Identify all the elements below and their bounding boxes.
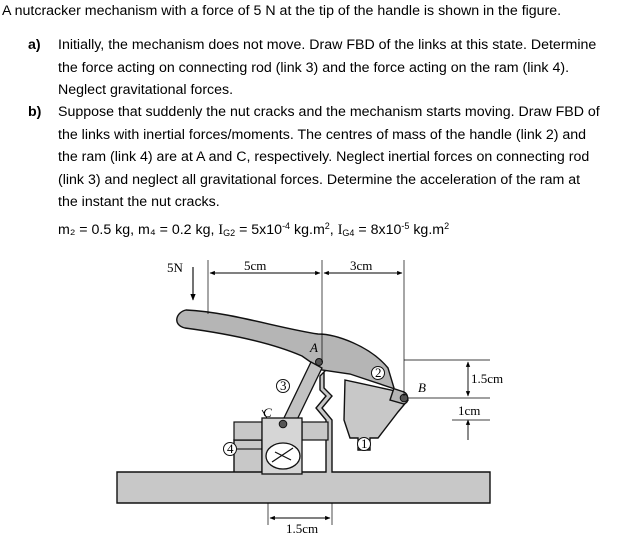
part-b-label: b) bbox=[28, 104, 42, 120]
ram-guide-left bbox=[234, 422, 262, 440]
connecting-rod-link-3 bbox=[283, 362, 322, 426]
link-1-label: 1 bbox=[361, 436, 368, 451]
part-a-label: a) bbox=[28, 37, 41, 53]
part-b-line-3: the ram (link 4) are at A and C, respectively. Neglect inertial forces on connecting rod bbox=[58, 149, 590, 165]
part-a-line-1: Initially, the mechanism does not move. Draw FBD of the links at this state. Determine bbox=[58, 37, 597, 53]
dim-3cm: 3cm bbox=[350, 258, 373, 273]
part-b-line-4: (link 3) and neglect all gravitational forces. Determine the acceleration of the ram at bbox=[58, 171, 581, 188]
param-ig2: $I_{G2} = 5x10^{-4}$ $kg.m^2$, bbox=[218, 221, 334, 238]
param-m4: m₄ = 0.2 kg, bbox=[138, 222, 215, 238]
point-C-label: C bbox=[263, 405, 272, 420]
force-label: 5N bbox=[167, 260, 183, 275]
param-m2: m₂ = 0.5 kg, bbox=[58, 222, 135, 238]
link-3-label: 3 bbox=[280, 378, 287, 393]
link-4-label: 4 bbox=[227, 441, 234, 456]
dim-1cm: 1cm bbox=[458, 403, 481, 418]
dim-1-5cm-bottom: 1.5cm bbox=[286, 521, 319, 536]
dim-5cm: 5cm bbox=[244, 258, 267, 273]
part-b-line-1: Suppose that suddenly the nut cracks and the mechanism starts moving. Draw FBD of bbox=[58, 104, 600, 120]
joint-C bbox=[279, 420, 287, 428]
joint-A bbox=[316, 359, 323, 366]
part-b-line-5: the instant the nut cracks. bbox=[58, 194, 220, 210]
problem-title: A nutcracker mechanism with a force of 5 N at the tip of the handle is shown in the figure. bbox=[2, 3, 562, 19]
dim-1-5cm-right: 1.5cm bbox=[471, 371, 504, 386]
part-a-line-2: the force acting on connecting rod (link 3) and the force acting on the ram (link 4). bbox=[58, 59, 570, 76]
part-a-line-3: Neglect gravitational forces. bbox=[58, 82, 234, 98]
point-B-label: B bbox=[418, 380, 426, 395]
point-A-label: A bbox=[310, 340, 318, 355]
link-2-label: 2 bbox=[375, 365, 382, 380]
part-b-line-2: the links with inertial forces/moments. The centres of mass of the handle (link 2) and bbox=[58, 126, 587, 143]
param-ig4: $I_{G4} = 8x10^{-5}$ $kg.m^2$ bbox=[337, 221, 450, 238]
ram-guide-right bbox=[302, 422, 328, 440]
